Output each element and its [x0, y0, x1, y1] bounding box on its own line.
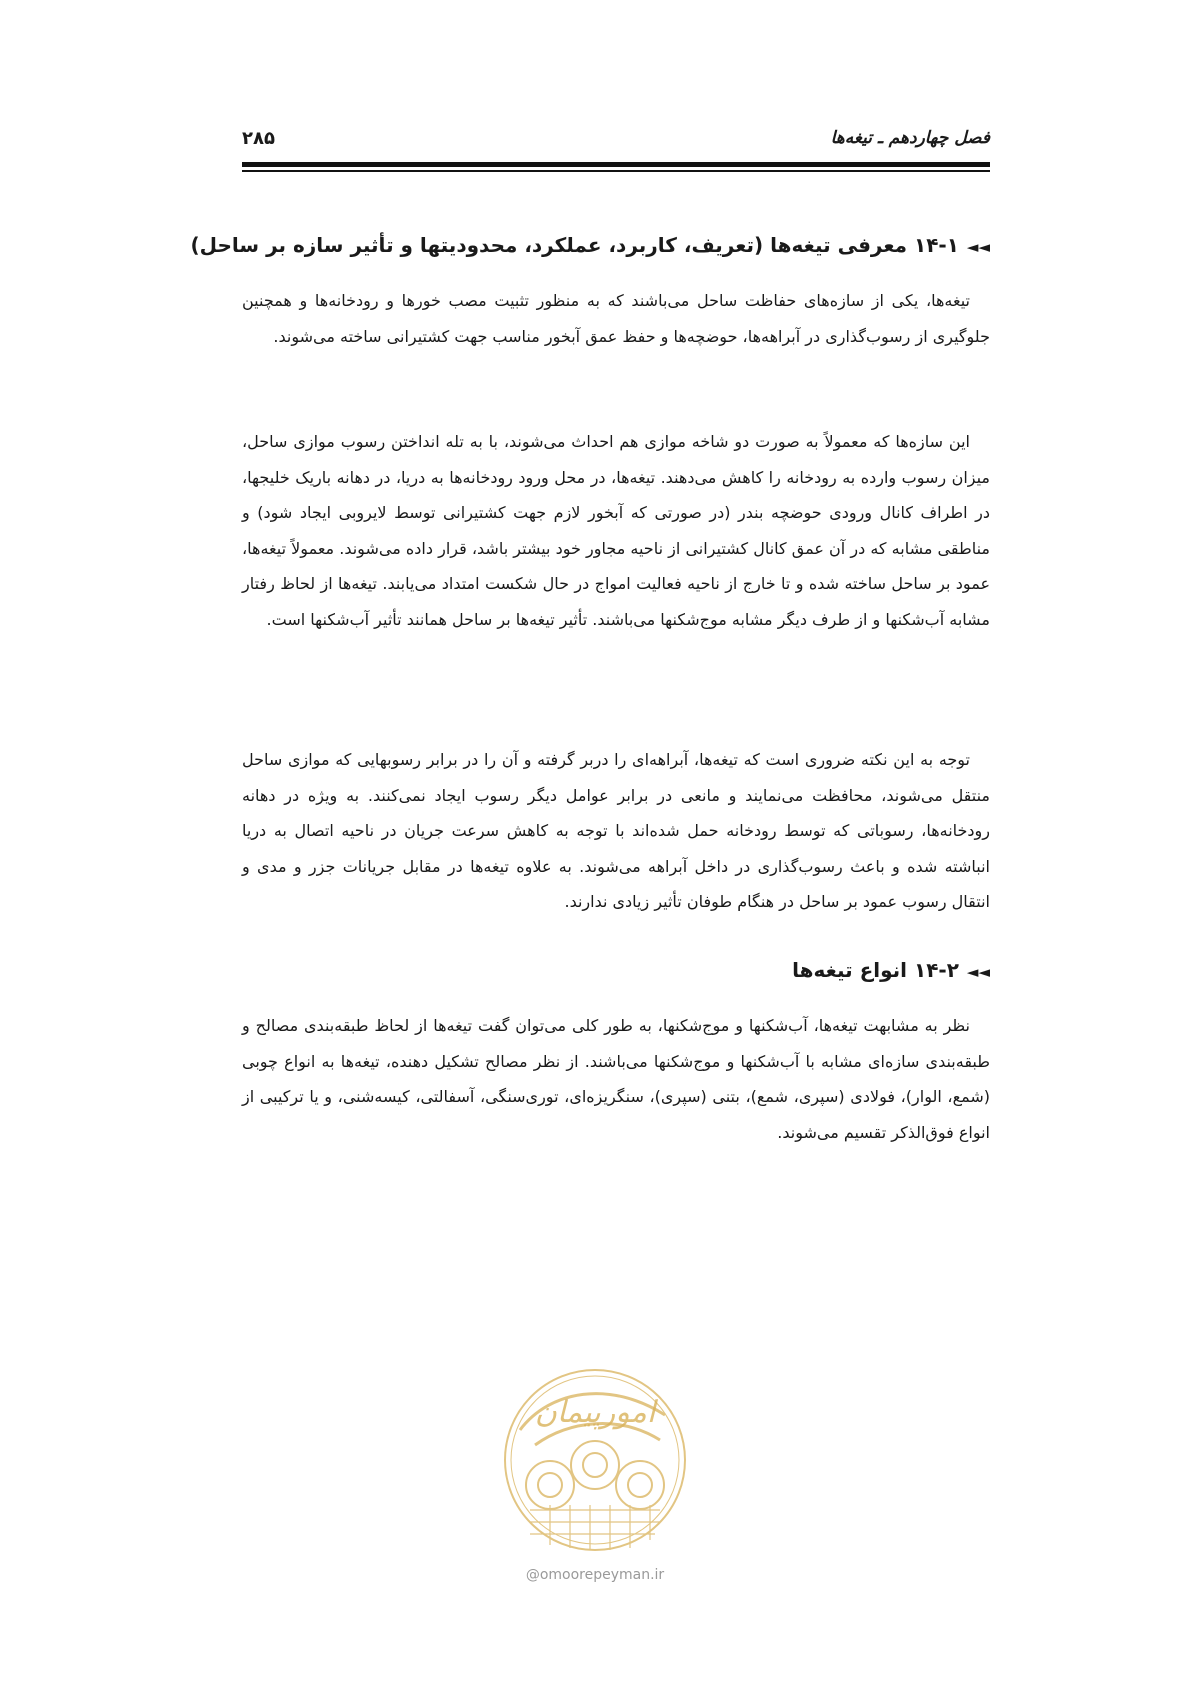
watermark-website: @omoorepeyman.ir — [525, 1567, 665, 1583]
double-arrow-icon: ◄◄ — [966, 238, 990, 256]
watermark-logo-text: امورپیمان — [534, 1395, 656, 1430]
section-1-body-3 — [242, 742, 990, 920]
section-heading-text: ۱۴-۲ انواع تیغه‌ها — [792, 958, 959, 982]
section-heading — [242, 958, 990, 982]
watermark-logo — [490, 1360, 700, 1560]
page-header — [242, 128, 990, 158]
section-1-body-2 — [242, 424, 990, 637]
paragraph: این سازه‌ها که معمولاً به صورت دو شاخه موازی هم احداث می‌شوند، با به تله انداختن رسوب موازی ساحل، میزان رسوب وارده به رودخانه را کاهش می‌دهند. تیغه‌ها، در محل ورود رودخانه‌ها به دریا، در دهانه باریک خلیجها، در اطراف کانال ورودی حوضچه بندر (در صورتی که آبخور لازم جهت کشتیرانی توسط لایروبی ایجاد شود) و مناطقی مشابه که در آن عمق کانال کشتیرانی از ناحیه مجاور خود بیشتر باشد، قرار داده می‌شوند. معمولاً تیغه‌ها، عمود بر ساحل ساخته شده و تا خارج از ناحیه فعالیت امواج در حال شکست امتداد می‌یابند. تیغه‌ها از لحاظ رفتار مشابه آب‌شکنها و از طرف دیگر مشابه موج‌شکنها می‌باشند. تأثیر تیغه‌ها بر ساحل همانند تأثیر آب‌شکنها است. — [242, 432, 990, 629]
section-heading-text: ۱۴-۱ معرفی تیغه‌ها (تعریف، کاربرد، عملکرد، محدودیتها و تأثیر سازه بر ساحل) — [190, 233, 959, 257]
paragraph: نظر به مشابهت تیغه‌ها، آب‌شکنها و موج‌شکنها، به طور کلی می‌توان گفت تیغه‌ها از لحاظ طبقه‌بندی مصالح و طبقه‌بندی سازه‌ای مشابه با آب‌شکنها و موج‌شکنها می‌باشند. از نظر مصالح تشکیل دهنده، تیغه‌ها به انواع چوبی (شمع، الوار)، فولادی (سپری، شمع)، بتنی (سپری)، سنگریزه‌ای، توری‌سنگی، آسفالتی، کیسه‌شنی، و یا ترکیبی از انواع فوق‌الذکر تقسیم می‌شوند. — [242, 1016, 990, 1142]
section-heading — [190, 233, 990, 257]
double-arrow-icon: ◄◄ — [966, 963, 990, 981]
header-rule-thin — [242, 170, 990, 172]
chapter-title: فصل چهاردهم ـ تیغه‌ها — [830, 128, 990, 148]
header-rule-thick — [242, 162, 990, 167]
page-number: ۲۸۵ — [242, 128, 275, 149]
section-1-body — [242, 283, 990, 354]
section-2-body — [242, 1008, 990, 1150]
section-1 — [190, 233, 990, 257]
paragraph: توجه به این نکته ضروری است که تیغه‌ها، آبراهه‌ای را دربر گرفته و آن را در برابر رسوبهایی که موازی ساحل منتقل می‌شوند، محافظت می‌نمایند و مانعی در برابر عوامل دیگر رسوب ایجاد نمی‌کنند. به ویژه در دهانه رودخانه‌ها، رسوباتی که توسط رودخانه حمل شده‌اند با توجه به کاهش سرعت جریان در ناحیه اتصال به دریا انباشته شده و باعث رسوب‌گذاری در داخل آبراهه می‌شوند. به علاوه تیغه‌ها در مقابل جریانات جزر و مدی و انتقال رسوب عمود بر ساحل در هنگام طوفان تأثیر زیادی ندارند. — [242, 750, 990, 911]
section-2 — [242, 958, 990, 982]
paragraph: تیغه‌ها، یکی از سازه‌های حفاظت ساحل می‌باشند که به منظور تثبیت مصب خورها و رودخانه‌ها و همچنین جلوگیری از رسوب‌گذاری در آبراهه‌ها، حوضچه‌ها و حفظ عمق آبخور مناسب جهت کشتیرانی ساخته می‌شوند. — [242, 291, 990, 346]
